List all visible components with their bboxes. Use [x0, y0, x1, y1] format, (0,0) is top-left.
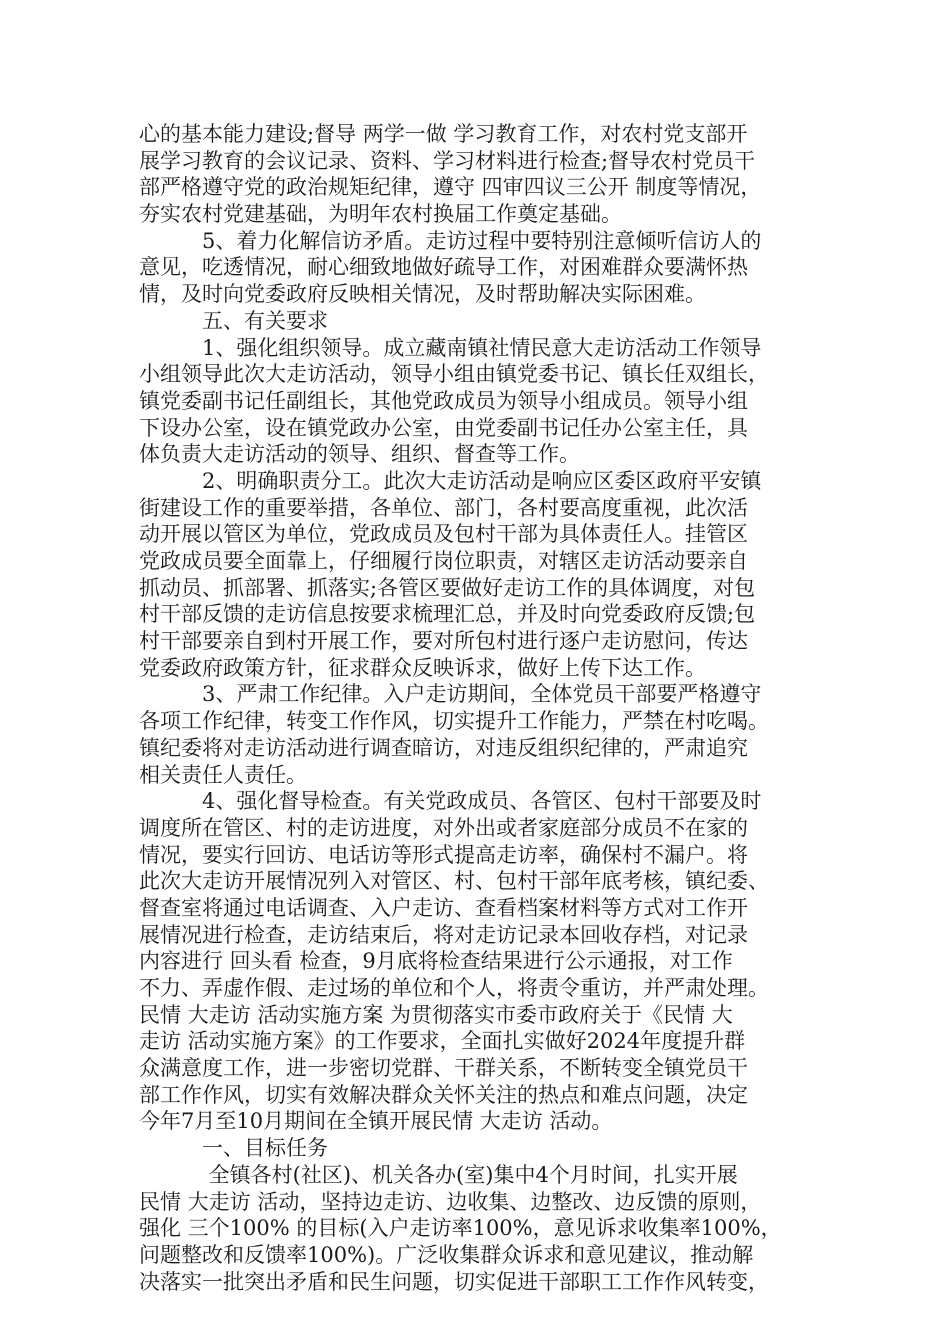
text-line: 小组领导此次大走访活动，领导小组由镇党委书记、镇长任双组长，: [139, 362, 769, 387]
text-line: 此次大走访开展情况列入对管区、村、包村干部年底考核，镇纪委、: [139, 869, 769, 894]
text-line: 内容进行 回头看 检查，9月底将检查结果进行公示通报，对工作: [139, 949, 733, 974]
text-line: 党政成员要全面靠上，仔细履行岗位职责，对辖区走访活动要亲自: [139, 549, 748, 573]
text-line: 部严格遵守党的政治规矩纪律，遵守 四审四议三公开 制度等情况，: [139, 175, 762, 200]
text-line: 4、强化督导检查。有关党政成员、各管区、包村干部要及时: [139, 789, 762, 814]
text-line: 调度所在管区、村的走访进度，对外出或者家庭部分成员不在家的: [139, 815, 748, 840]
text-line: 体负责大走访活动的领导、组织、督查等工作。: [139, 442, 580, 467]
text-line: 抓动员、抓部署、抓落实;各管区要做好走访工作的具体调度，对包: [139, 575, 756, 600]
text-line: 走访 活动实施方案》的工作要求，全面扎实做好2024年度提升群: [139, 1029, 746, 1054]
text-line: 民情 大走访 活动，坚持边走访、边收集、边整改、边反馈的原则，: [139, 1189, 762, 1214]
text-line: 不力、弄虚作假、走过场的单位和个人，将责令重访，并严肃处理。: [139, 976, 769, 1000]
text-line: 镇纪委将对走访活动进行调查暗访，对违反组织纪律的，严肃追究: [139, 735, 748, 760]
text-line: 村干部要亲自到村开展工作，要对所包村进行逐户走访慰问，传达: [139, 629, 748, 654]
text-line: 情，及时向党委政府反映相关情况，及时帮助解决实际困难。: [139, 282, 706, 307]
text-line: 1、强化组织领导。成立藏南镇社情民意大走访活动工作领导: [139, 335, 762, 360]
text-line: 相关责任人责任。: [139, 762, 307, 787]
text-line: 强化 三个100% 的目标(入户走访率100%，意见诉求收集率100%，: [139, 1216, 782, 1241]
text-line: 心的基本能力建设;督导 两学一做 学习教育工作，对农村党支部开: [139, 122, 748, 146]
text-line: 夯实农村党建基础，为明年农村换届工作奠定基础。: [139, 202, 622, 227]
text-line: 村干部反馈的走访信息按要求梳理汇总，并及时向党委政府反馈;包: [139, 602, 756, 627]
section-heading: 五、有关要求: [139, 308, 328, 333]
text-line: 2、明确职责分工。此次大走访活动是响应区委区政府平安镇: [139, 468, 762, 493]
text-line: 展情况进行检查，走访结束后，将对走访记录本回收存档，对记录: [139, 922, 748, 947]
text-line: 党委政府政策方针，征求群众反映诉求，做好上传下达工作。: [139, 655, 706, 680]
text-line: 问题整改和反馈率100%)。广泛收集群众诉求和意见建议，推动解: [139, 1242, 754, 1267]
text-line: 3、严肃工作纪律。入户走访期间，全体党员干部要严格遵守: [139, 682, 762, 707]
text-line: 情况，要实行回访、电话访等形式提高走访率，确保村不漏户。将: [139, 842, 748, 867]
text-line: 部工作作风，切实有效解决群众关怀关注的热点和难点问题，决定: [139, 1082, 748, 1107]
text-line: 督查室将通过电话调查、入户走访、查看档案材料等方式对工作开: [139, 895, 748, 920]
text-line: 全镇各村(社区)、机关各办(室)集中4个月时间，扎实开展: [139, 1162, 738, 1187]
text-line: 动开展以管区为单位，党政成员及包村干部为具体责任人。挂管区: [139, 522, 748, 547]
text-line: 决落实一批突出矛盾和民生问题，切实促进干部职工工作作风转变，: [139, 1269, 769, 1294]
text-line: 下设办公室，设在镇党政办公室，由党委副书记任办公室主任，具: [139, 415, 748, 440]
text-line: 镇党委副书记任副组长，其他党政成员为领导小组成员。领导小组: [139, 388, 748, 413]
text-line: 意见，吃透情况，耐心细致地做好疏导工作，对困难群众要满怀热: [139, 255, 748, 280]
text-line: 民情 大走访 活动实施方案 为贯彻落实市委市政府关于《民情 大: [139, 1002, 733, 1027]
text-line: 今年7月至10月期间在全镇开展民情 大走访 活动。: [139, 1109, 613, 1134]
section-heading: 一、目标任务: [139, 1136, 328, 1161]
text-line: 展学习教育的会议记录、资料、学习材料进行检查;督导农村党员干: [139, 148, 756, 173]
text-line: 5、着力化解信访矛盾。走访过程中要特别注意倾听信访人的: [139, 228, 762, 253]
text-line: 众满意度工作，进一步密切党群、干群关系，不断转变全镇党员干: [139, 1056, 748, 1081]
text-line: 各项工作纪律，转变工作作风，切实提升工作能力，严禁在村吃喝。: [139, 709, 769, 734]
text-line: 街建设工作的重要举措，各单位、部门，各村要高度重视，此次活: [139, 495, 748, 520]
